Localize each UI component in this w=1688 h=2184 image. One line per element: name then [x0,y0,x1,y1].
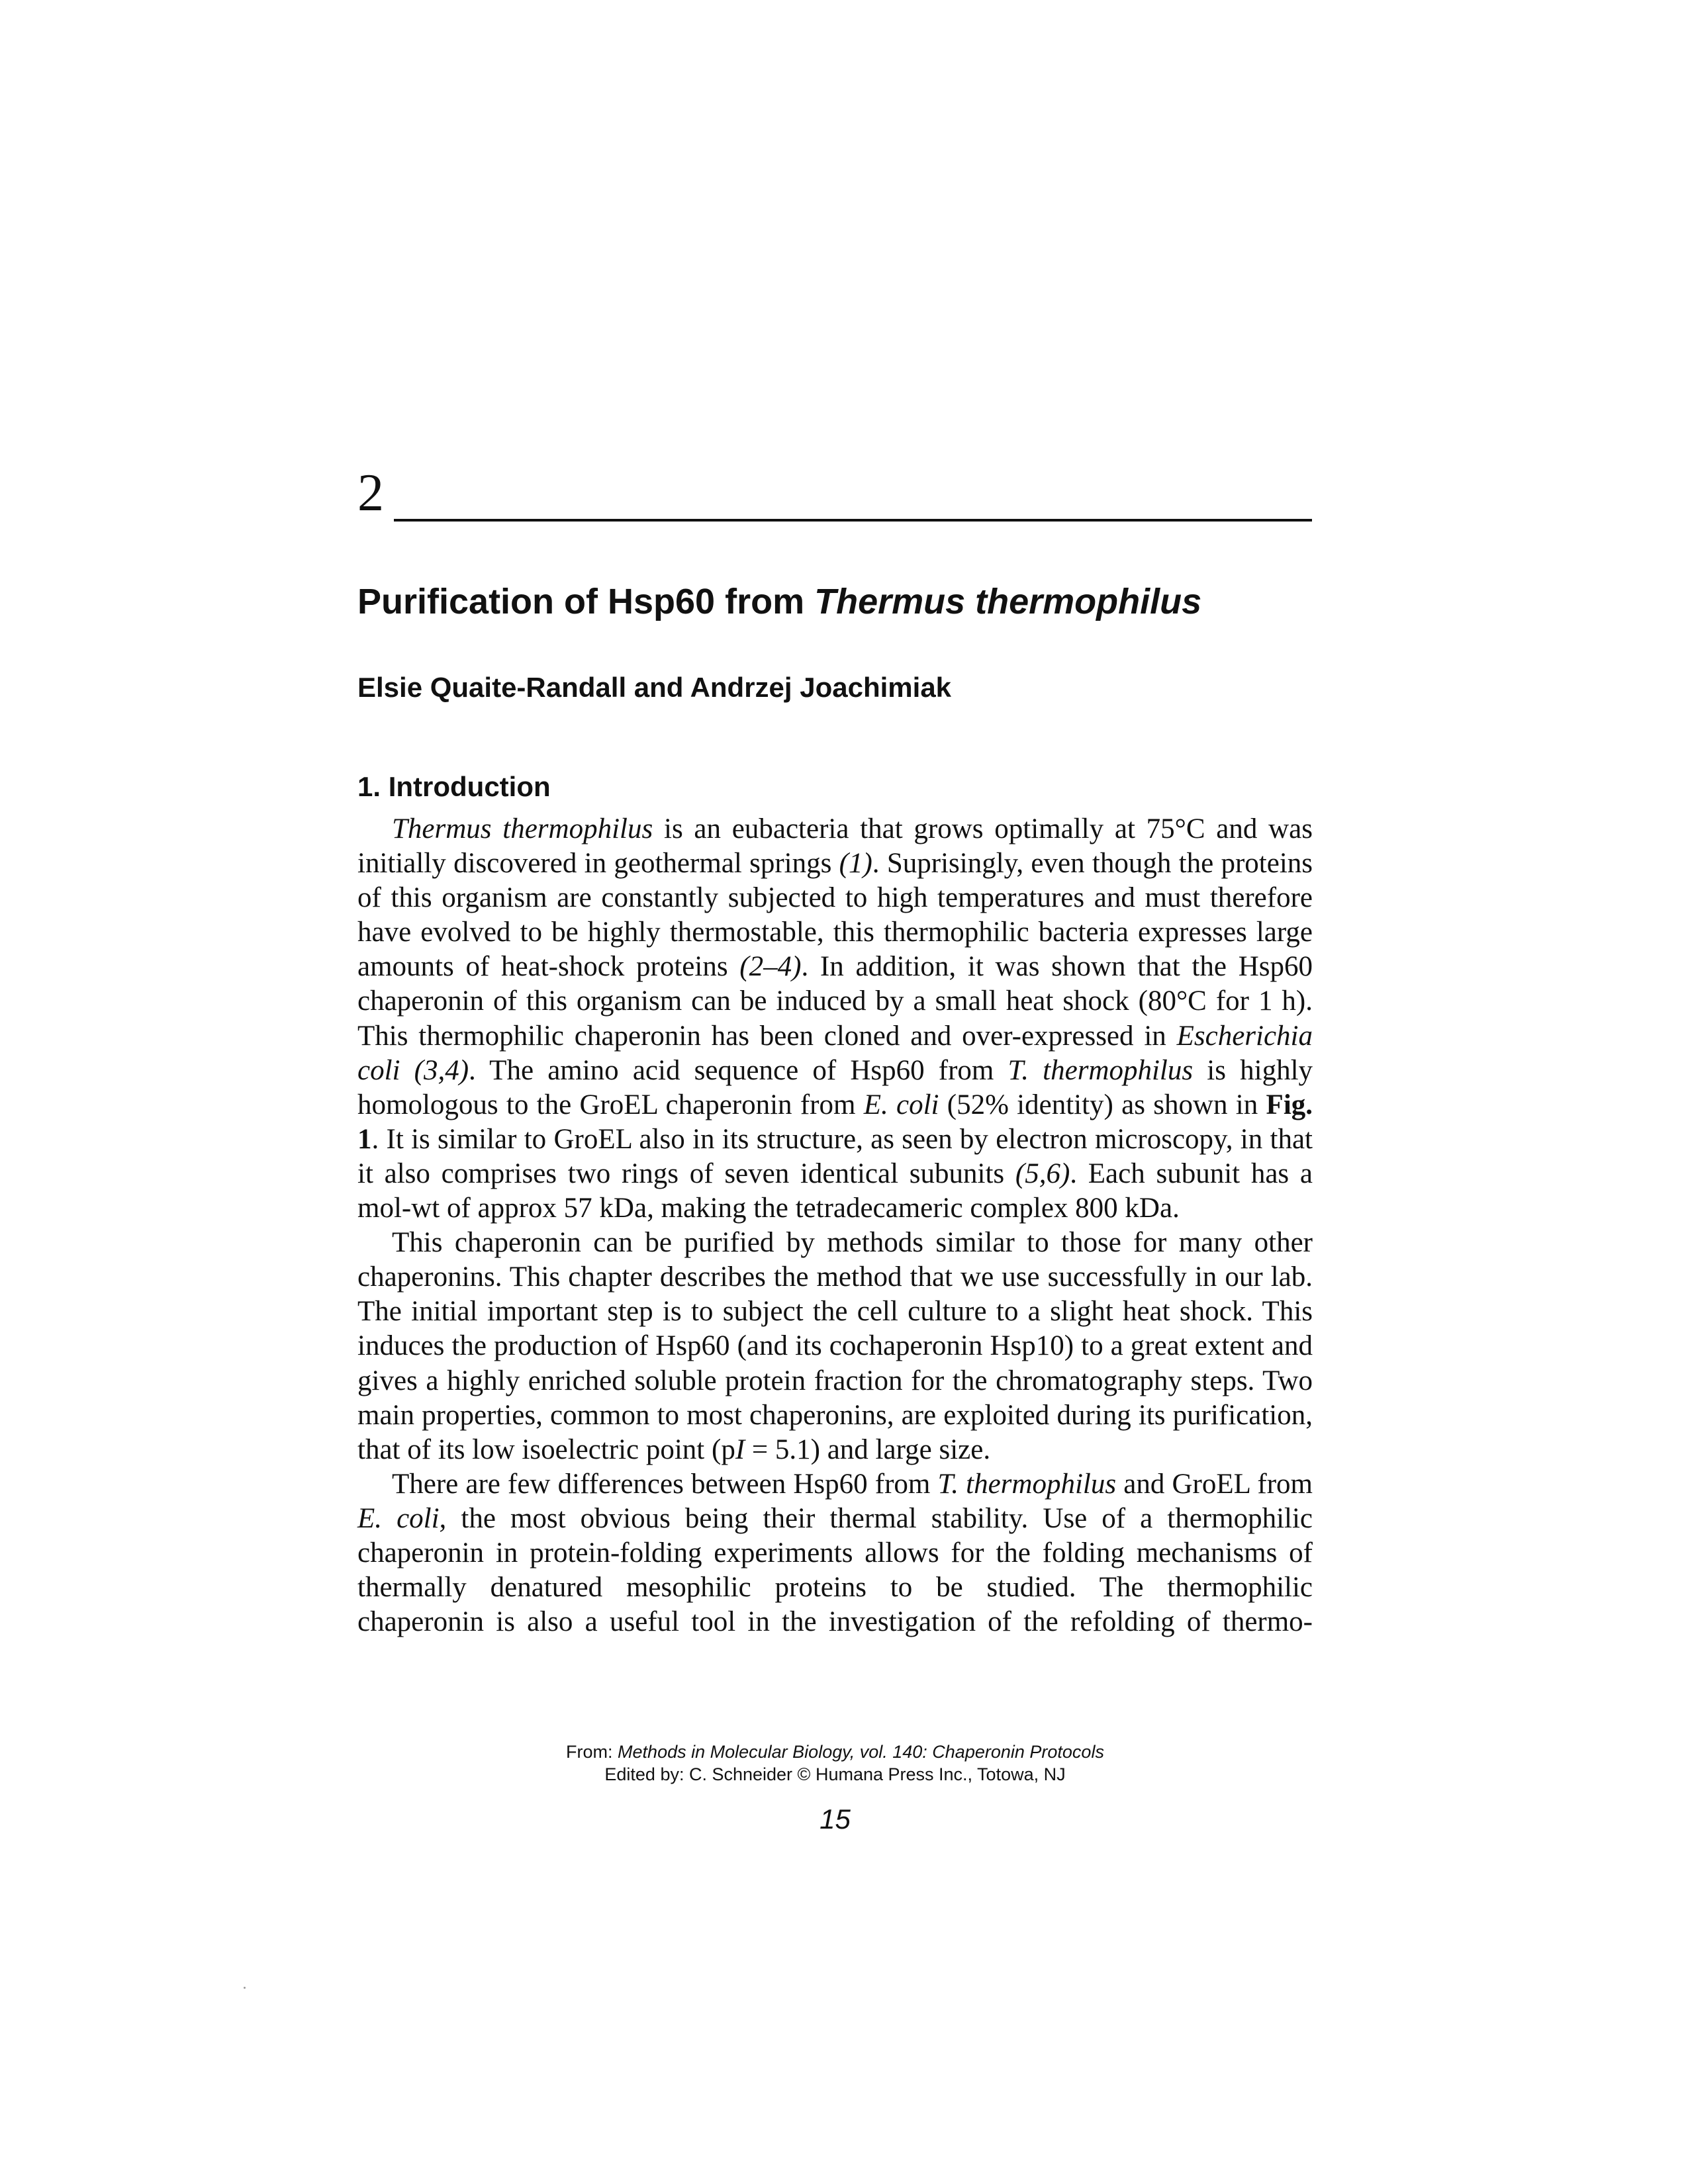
paragraph-2-span-3: = 5.1) and large size. [745,1433,991,1465]
citation: (3,4) [414,1054,469,1086]
paragraph-1-span-18: . Each subunit has a mol-wt of approx 57 kDa, making the tetradecameric complex 800 kDa. [357,1158,1313,1224]
paragraph-3-span-1: There are few differences between Hsp60 from [392,1468,938,1500]
source-from-label: From: [566,1742,618,1762]
scan-speck [244,1987,246,1989]
paragraph-1-span-10: . The amino acid sequence of Hsp60 from [469,1054,1008,1086]
species-name: E. coli, [357,1502,447,1534]
chapter-title-prefix: Purification of Hsp60 from [357,582,815,621]
source-title: Methods in Molecular Biology, vol. 140: Chaperonin Protocols [618,1742,1104,1762]
chapter-title-organism: Thermus thermophilus [814,582,1202,621]
paragraph-1-span-12: is highly homologous to the GroEL chaperonin from [357,1054,1313,1120]
paragraph-2 [357,1226,1313,1467]
paragraph-2-span-2: I [735,1433,745,1465]
chapter-rule [394,519,1312,522]
chapter-title [357,582,1201,621]
page-number: 15 [820,1803,851,1835]
species-name: E. coli [863,1089,939,1120]
species-name: Escherichia coli [357,1020,1313,1086]
paragraph-1-span-1: Thermus thermophilus [392,813,653,844]
author-line: Elsie Quaite-Randall and Andrzej Joachimiak [357,672,952,703]
paragraph-3 [357,1467,1313,1639]
paragraph-1-span-4: . Suprisingly, even though the proteins of this organism are constantly subjected to high temperatures and must therefore have evolved to be highly thermostable, this thermophilic bacteria expresses large amounts of heat-shock proteins [357,848,1313,983]
species-name: T. thermophilus [937,1468,1117,1500]
figure-reference: Fig. 1 [357,1089,1313,1155]
paragraph-1-span-2: is an eubacteria that grows optimally at 75°C and was initially discovered in geothermal springs [357,813,1313,880]
source-line [357,1741,1313,1763]
paragraph-3-span-5: the most obvious being their thermal stability. Use of a thermophilic chaperonin in protein-folding experiments allows for the folding mechanisms of thermally denatured mesophilic proteins to be studied. The thermophilic chaperonin is also a useful tool in the investigation of the refolding of thermo- [357,1502,1313,1638]
paragraph-1-span-16: . It is similar to GroEL also in its structure, as seen by electron microscopy, in that it also comprises two rings of seven identical subunits [357,1123,1313,1189]
species-name: T. thermophilus [1008,1054,1194,1086]
paragraph-3-span-3: and GroEL from [1116,1468,1313,1500]
paragraph-1-span-14: (52% identity) as shown in [939,1089,1266,1120]
source-footnote [357,1741,1313,1786]
chapter-number: 2 [357,464,384,522]
paragraph-1-span-8 [400,1055,414,1086]
citation: (5,6) [1015,1158,1070,1189]
paragraph-2-span-1: This chaperonin can be purified by methods similar to those for many other chaperonins. This chapter describes the method that we use successfully in our lab. The initial important step is to subject the cell culture to a slight heat shock. This induces the production of Hsp60 (and its cochaperonin Hsp10) to a great extent and gives a highly enriched soluble protein fraction for the chromatography steps. Two main properties, common to most chaperonins, are exploited during its purification, that of its low isoelectric point (p [357,1227,1313,1465]
body-text [357,812,1313,1639]
paragraph-1-span-6: . In addition, it was shown that the Hsp60 chaperonin of this organism can be induced by a small heat shock (80°C for 1 h). This thermophilic chaperonin has been cloned and over-expressed in [357,951,1313,1052]
citation: (2–4) [739,951,802,983]
section-heading: 1. Introduction [357,771,551,802]
paragraph-1 [357,812,1313,1226]
editor-line: Edited by: C. Schneider © Humana Press Inc., Totowa, NJ [604,1764,1066,1784]
citation: (1) [839,848,872,880]
